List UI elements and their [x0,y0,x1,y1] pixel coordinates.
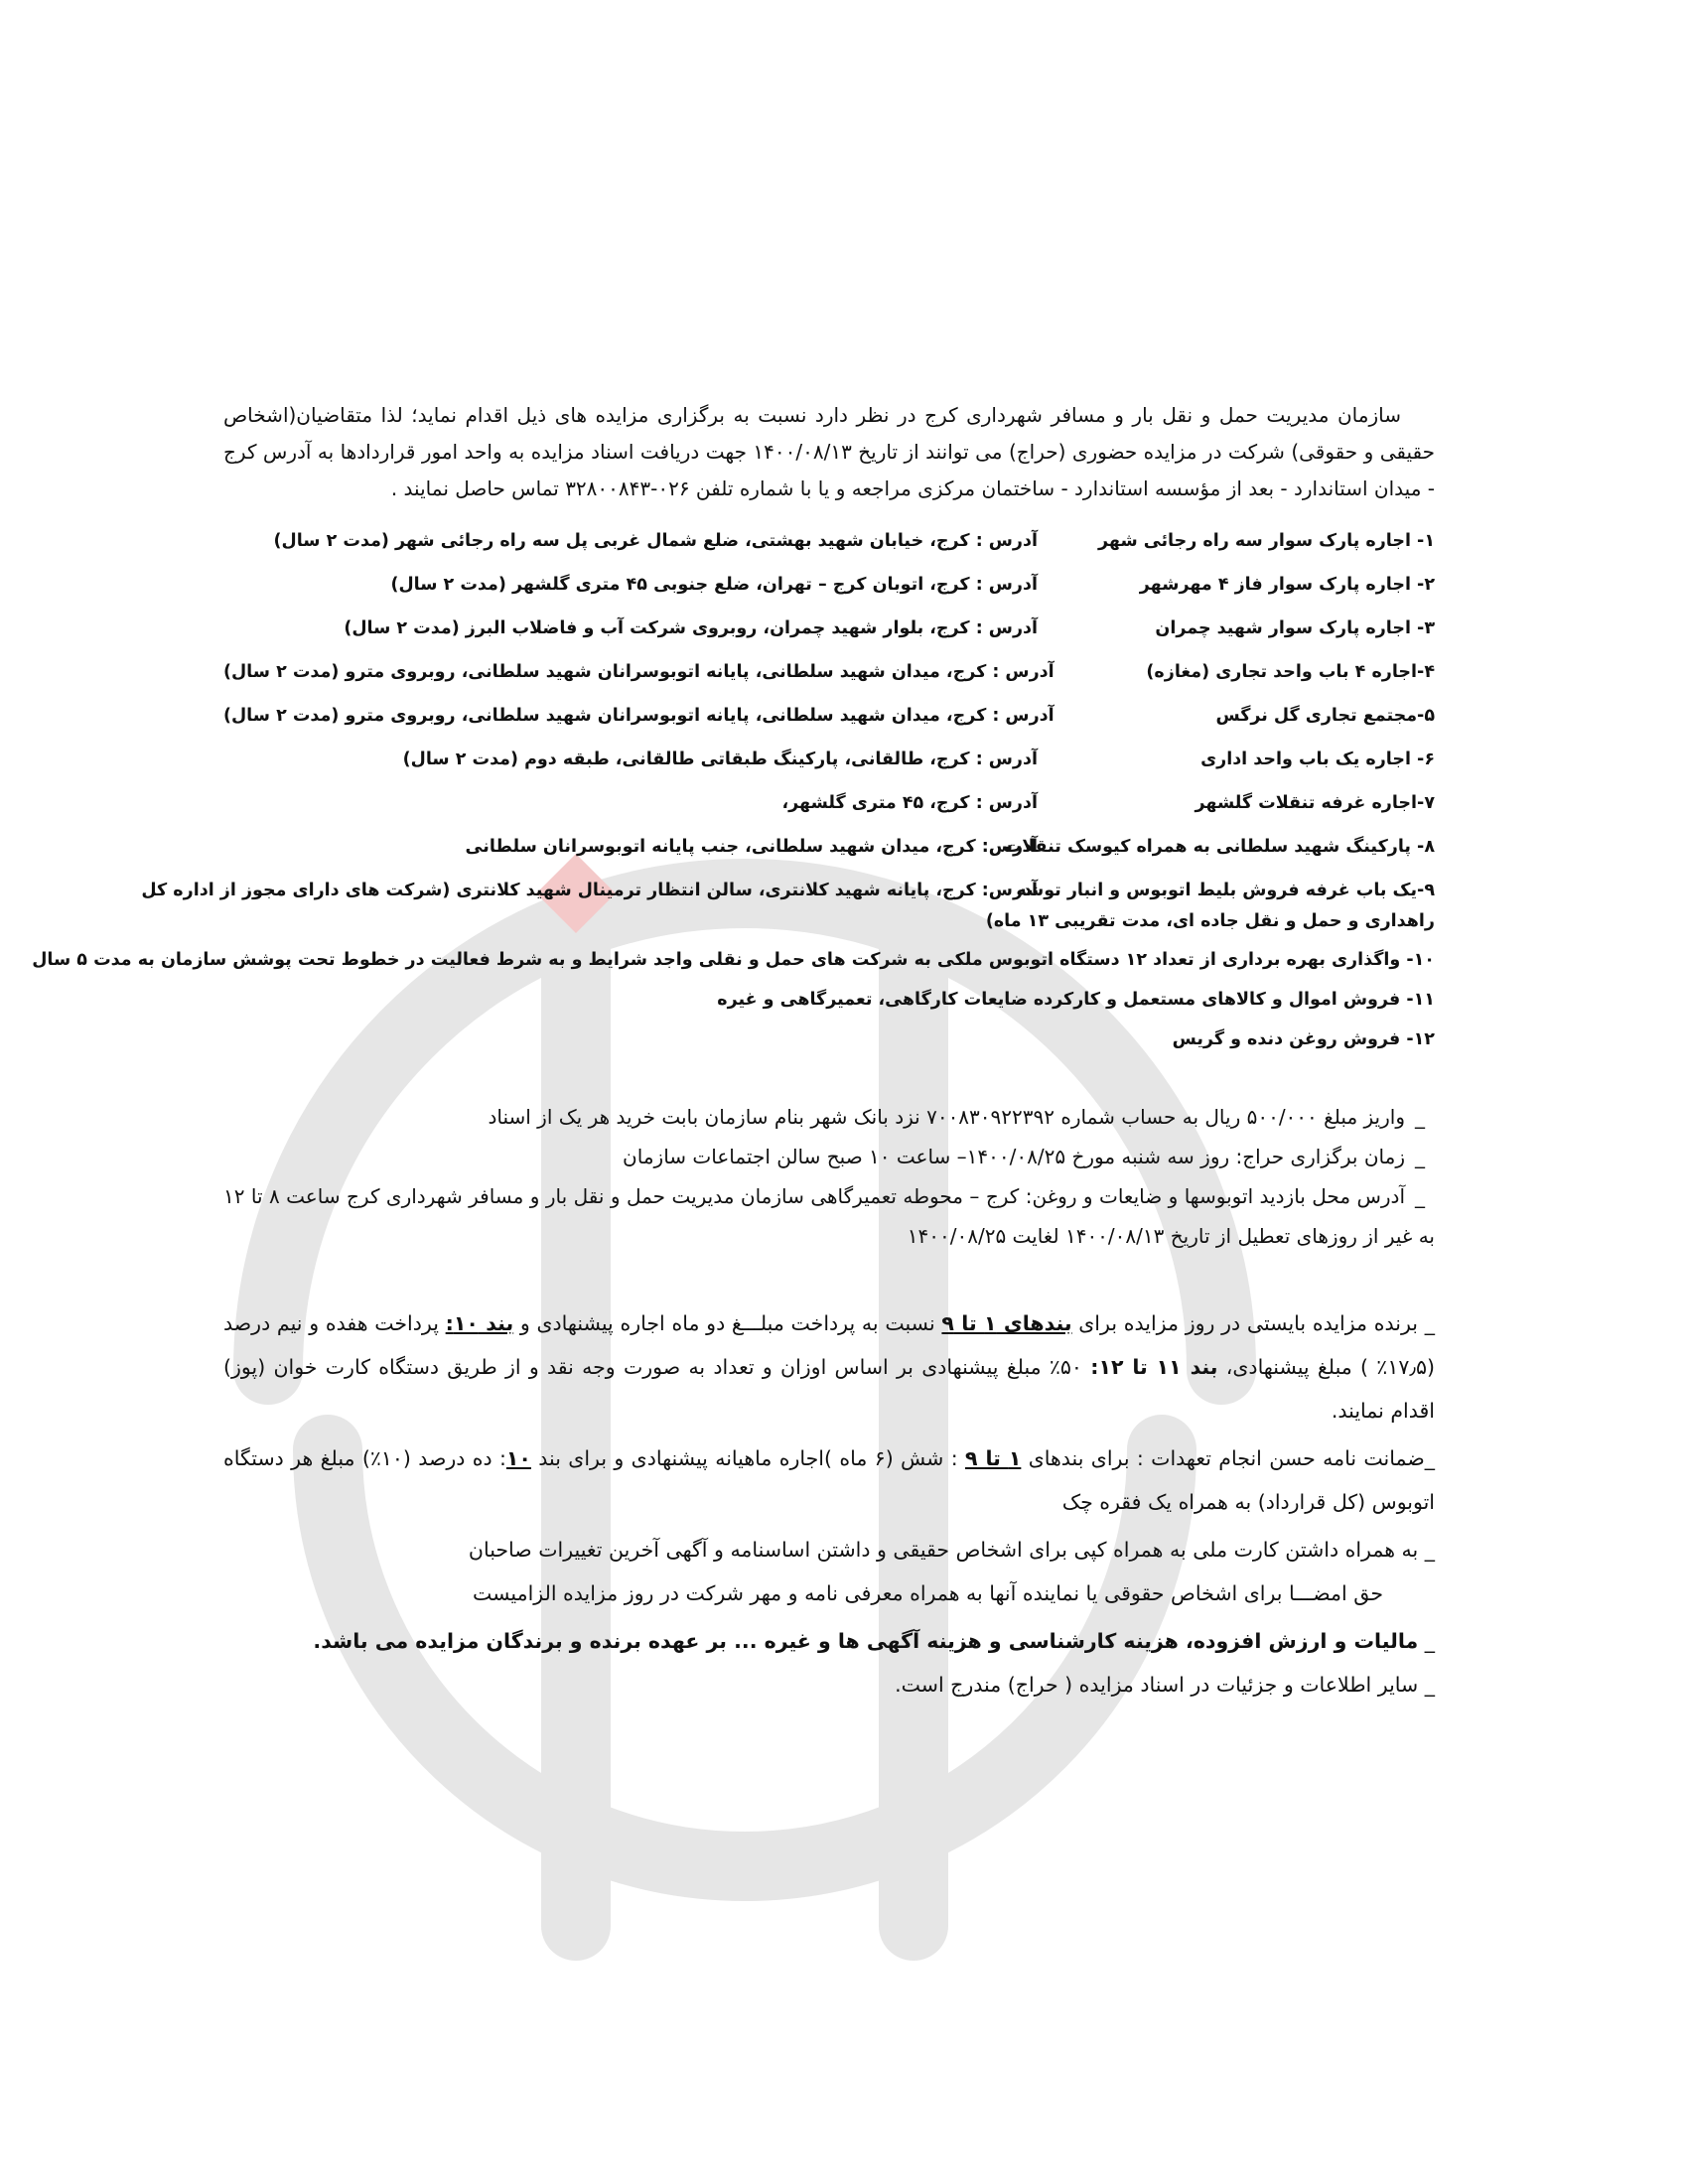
term-text: نسبت به پرداخت مبلـــغ دو ماه اجاره پیشنهادی و [513,1311,942,1335]
note-text: زمان برگزاری حراج: روز سه شنبه مورخ ۱۴۰۰/۰۸/۲۵– ساعت ۱۰ صبح سالن اجتماعات سازمان [623,1145,1405,1168]
item-title: ۹-یک باب غرفه فروش بلیط اتوبوس و انبار توشه [1016,881,1435,900]
item-title: ۳- اجاره پارک سوار شهید چمران [1155,618,1435,638]
term-text: پرداخت هفده و نیم درصد (۱۷٫۵٪ ) مبلغ پیشنهادی، [223,1311,1436,1379]
term-emphasis: بند ۱۰: [445,1311,514,1335]
note-text: آدرس محل بازدید اتوبوسها و ضایعات و روغن: کرج – محوطه تعمیرگاهی سازمان مدیریت حمل و نقل بار و مسافر شهرداری کرج ساعت ۸ تا ۱۲ به غیر از روزهای تعطیل از تاریخ ۱۴۰۰/۰۸/۱۳ لغایت ۱۴۰۰/۰۸/۲۵ [223,1184,1435,1248]
term-text: سایر اطلاعات و جزئیات در اسناد مزایده ( حراج) مندرج است. [895,1673,1419,1697]
auction-item [223,565,1435,609]
note-text: واریز مبلغ ۵۰۰/۰۰۰ ریال به حساب شماره ۷۰۰۸۳۰۹۲۲۳۹۲ نزد بانک شهر بنام سازمان بابت خرید هر یک از اسناد [488,1105,1405,1129]
item-title: ۶- اجاره یک باب واحد اداری [1200,750,1435,769]
term-guarantee: _ضمانت نامه حسن انجام تعهدات : برای بندهای ۱ تا ۹ : شش (۶ ماه )اجاره ماهیانه پیشنهادی و برای بند ۱۰: ده درصد (۱۰٪) مبلغ هر دستگاه اتوبوس (کل قرارداد) به همراه یک فقره چک [223,1446,1436,1514]
auction-item-10: ۱۰- واگذاری بهره برداری از تعداد ۱۲ دستگاه اتوبوس ملکی به شرکت های حمل و نقلی واجد شرایط و به شرط فعالیت در خطوط تحت پوشش سازمان به مدت ۵ سال [32,950,1435,970]
term-text: : ده درصد (۱۰٪) مبلغ هر دستگاه اتوبوس (کل قرارداد) به همراه یک فقره چک [223,1446,1435,1514]
note-payment: _واریز مبلغ ۵۰۰/۰۰۰ ریال به حساب شماره ۷۰۰۸۳۰۹۲۲۳۹۲ نزد بانک شهر بنام سازمان بابت خرید هر یک از اسناد [488,1105,1425,1129]
item-address: آدرس : کرج، طالقانی، پارکینگ طبقاتی طالقانی، طبقه دوم (مدت ۲ سال) [402,750,1038,769]
auction-item-12: ۱۲- فروش روغن دنده و گریس [1172,1029,1435,1049]
term-tax: _ مالیات و ارزش افزوده، هزینه کارشناسی و هزینه آگهی ها و غیره ... بر عهده برنده و برندگان مزایده می باشد. [313,1629,1435,1653]
term-id-card: _ به همراه داشتن کارت ملی به همراه کپی برای اشخاص حقیقی و داشتن اساسنامه و آگهی آخرین تغییرات صاحبان [468,1538,1435,1562]
term-text: ۵۰٪ مبلغ پیشنهادی بر اساس اوزان و تعداد به صورت وجه نقد و از طریق دستگاه کارت خوان (پوز) اقدام نمایند. [223,1355,1435,1423]
notes-section [223,1097,1435,1256]
document-page [32,397,1436,1710]
auction-item [223,740,1435,783]
item-address: آدرس : کرج، اتوبان کرج – تهران، ضلع جنوبی ۴۵ متری گلشهر (مدت ۲ سال) [390,575,1038,595]
term-text: ضمانت نامه حسن انجام تعهدات : برای بندهای [1021,1446,1425,1470]
auction-items-list [32,521,1435,1061]
item-title: ۱- اجاره پارک سوار سه راه رجائی شهر [1098,531,1435,551]
intro-paragraph [223,397,1435,507]
item-title: ۲- اجاره پارک سوار فاز ۴ مهرشهر [1139,575,1435,595]
item-9-continuation: راهداری و حمل و نقل جاده ای، مدت تقریبی ۱۳ ماه) [985,911,1435,931]
item-address: آدرس : کرج، خیابان شهید بهشتی، ضلع شمال غربی پل سه راه رجائی شهر (مدت ۲ سال) [273,531,1038,551]
term-text: برنده مزایده بایستی در روز مزایده برای [1071,1311,1418,1335]
term-emphasis: بندهای ۱ تا ۹ [941,1311,1072,1335]
item-title: ۴-اجاره ۴ باب واحد تجاری (مغازه) [1146,662,1435,682]
term-emphasis: ۱۰ [505,1446,531,1470]
term-text: : شش (۶ ماه )اجاره ماهیانه پیشنهادی و برای بند [530,1446,965,1470]
auction-item [223,783,1435,827]
item-address: آدرس : کرج، میدان شهید سلطانی، پایانه اتوبوسرانان شهید سلطانی، روبروی مترو (مدت ۲ سال) [223,706,1055,726]
intro-text: سازمان مدیریت حمل و نقل بار و مسافر شهرداری کرج در نظر دارد نسبت به برگزاری مزایده های ذیل اقدام نماید؛ لذا متقاضیان(اشخاص حقیقی و حقوقی) شرکت در مزایده حضوری (حراج) می توانند از تاریخ ۱۴۰۰/۰۸/۱۳ جهت دریافت اسناد مزایده به واحد امور قراردادها به آدرس کرج - میدان استاندارد - بعد از مؤسسه استاندارد - ساختمان مرکزی مراجعه و یا با شماره تلفن ۰۲۶-۳۲۸۰۰۸۴۳ تماس حاصل نمایند . [223,403,1435,500]
auction-item [223,827,1435,871]
term-winner-payment: _ برنده مزایده بایستی در روز مزایده برای بندهای ۱ تا ۹ نسبت به پرداخت مبلـــغ دو ماه اجاره پیشنهادی و بند ۱۰: پرداخت هفده و نیم درصد (۱۷٫۵٪ ) مبلغ پیشنهادی، بند ۱۱ تا ۱۲: ۵۰٪ مبلغ پیشنهادی بر اساس اوزان و تعداد به صورت وجه نقد و از طریق دستگاه کارت خوان (پوز) اقدام نمایند. [223,1311,1436,1423]
term-emphasis: ۱ تا ۹ [964,1446,1022,1470]
term-text: مالیات و ارزش افزوده، هزینه کارشناسی و هزینه آگهی ها و غیره ... بر عهده برنده و برندگان مزایده می باشد. [313,1629,1419,1653]
note-visit-address: _آدرس محل بازدید اتوبوسها و ضایعات و روغن: کرج – محوطه تعمیرگاهی سازمان مدیریت حمل و نقل بار و مسافر شهرداری کرج ساعت ۸ تا ۱۲ به غیر از روزهای تعطیل از تاریخ ۱۴۰۰/۰۸/۱۳ لغایت ۱۴۰۰/۰۸/۲۵ [223,1184,1435,1248]
term-emphasis: بند ۱۱ تا ۱۲: [1090,1355,1218,1379]
item-title: ۸- پارکینگ شهید سلطانی به همراه کیوسک تنقلات [1004,837,1435,857]
terms-section [223,1301,1435,1706]
item-address: آدرس : کرج، ۴۵ متری گلشهر، [781,793,1038,813]
term-other-info: _ سایر اطلاعات و جزئیات در اسناد مزایده ( حراج) مندرج است. [895,1673,1435,1697]
term-id-card-continuation: حق امضـــا برای اشخاص حقوقی یا نماینده آنها به همراه معرفی نامه و مهر شرکت در روز مزایده الزامیست [472,1581,1383,1605]
auction-item [223,609,1435,652]
item-title: ۵-مجتمع تجاری گل نرگس [1215,706,1435,726]
item-address: آدرس: کرج، پایانه شهید کلانتری، سالن انتظار ترمینال شهید کلانتری (شرکت های دارای مجوز از اداره کل [141,881,1038,900]
item-title: ۷-اجاره غرفه تنقلات گلشهر [1195,793,1435,813]
item-address: آدرس : کرج، بلوار شهید چمران، روبروی شرکت آب و فاضلاب البرز (مدت ۲ سال) [344,618,1038,638]
auction-item [223,521,1435,565]
item-address: آدرس : کرج، میدان شهید سلطانی، پایانه اتوبوسرانان شهید سلطانی، روبروی مترو (مدت ۲ سال) [223,662,1055,682]
auction-item-11: ۱۱- فروش اموال و کالاهای مستعمل و کارکرده ضایعات کارگاهی، تعمیرگاهی و غیره [717,990,1435,1010]
note-auction-time: _زمان برگزاری حراج: روز سه شنبه مورخ ۱۴۰۰/۰۸/۲۵– ساعت ۱۰ صبح سالن اجتماعات سازمان [623,1145,1425,1168]
term-text: به همراه داشتن کارت ملی به همراه کپی برای اشخاص حقیقی و داشتن اساسنامه و آگهی آخرین تغییرات صاحبان [468,1538,1419,1562]
auction-item [223,696,1435,740]
item-address: آدرس: کرج، میدان شهید سلطانی، جنب پایانه اتوبوسرانان سلطانی [465,837,1038,857]
auction-item [223,652,1435,696]
